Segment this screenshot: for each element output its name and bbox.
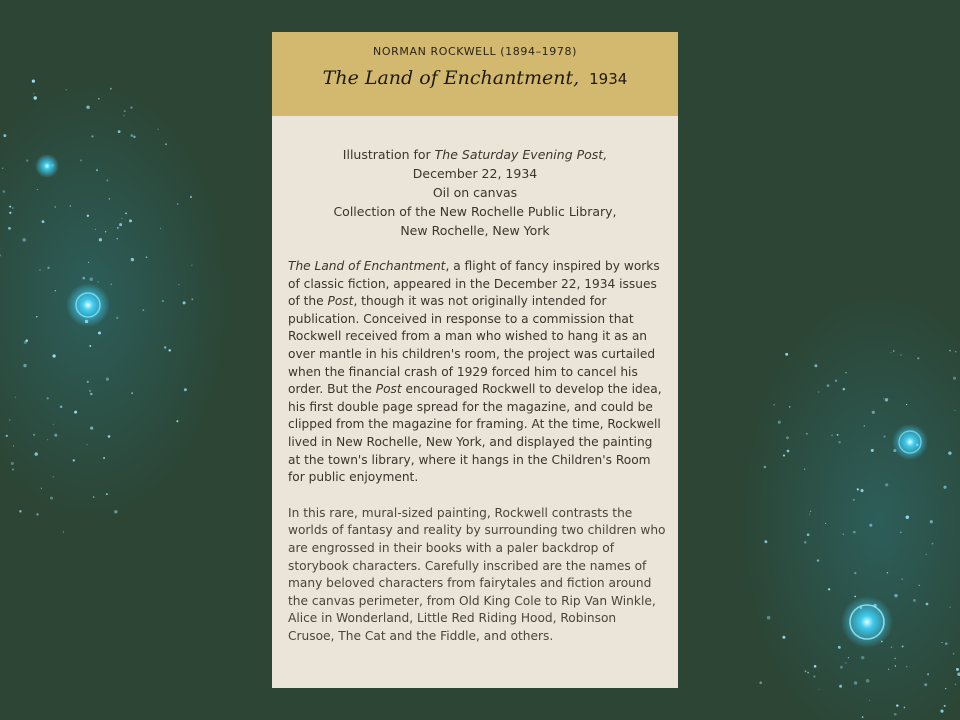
sparkle-dot [885, 483, 888, 486]
sparkle-dot [804, 468, 806, 470]
sparkle-dot [953, 377, 956, 380]
sparkle-dot [900, 532, 901, 533]
sparkle-dot [184, 388, 187, 391]
artwork-title-line [272, 67, 678, 89]
sparkle-dot [2, 168, 3, 169]
sparkle-dot [764, 466, 767, 469]
sparkle-dot [124, 110, 126, 112]
sparkle-dot [814, 665, 817, 668]
sparkle-dot [906, 516, 909, 519]
sparkle-dot [810, 511, 811, 512]
sparkle-dot [853, 531, 856, 534]
description-paragraph-2: In this rare, mural-sized painting, Rockwell contrasts the worlds of fantasy and reality by surrounding two children who are engrossed in their books with a paler backdrop of storybook characters. Carefully inscribed are the names of many beloved characters from fairytales and fiction around the canvas perimeter, from Old King Cole to Rip Van Winkle, Alice in Wonderland, Little Red Riding Hood, Robinson Crusoe, The Cat and the Fiddle, and others. [288, 505, 666, 643]
sparkle-dot [53, 476, 54, 477]
sparkle-dot [893, 350, 895, 352]
sparkle-orb-1 [66, 283, 110, 327]
details-line-5: New Rochelle, New York [400, 223, 550, 238]
sparkle-dot [944, 705, 946, 707]
details-line-2: December 22, 1934 [412, 166, 538, 181]
sparkle-dot [88, 262, 89, 263]
sparkle-dot [162, 300, 164, 302]
sparkle-dot [845, 372, 846, 373]
sparkle-dot [883, 398, 884, 399]
sparkle-dot [50, 497, 53, 500]
sparkle-dot [60, 406, 63, 409]
sparkle-dot [902, 646, 904, 648]
sparkle-dot [160, 228, 161, 229]
sparkle-dot [66, 89, 67, 90]
sparkle-dot [941, 642, 942, 643]
details-line-3: Oil on canvas [432, 185, 518, 200]
sparkle-dot [759, 681, 762, 684]
sparkle-dot [853, 499, 855, 501]
sparkle-dot [857, 488, 859, 490]
artwork-details [272, 145, 678, 240]
sparkle-dot [15, 397, 16, 398]
sparkle-dot [864, 425, 865, 426]
sparkle-dot [119, 223, 122, 226]
sparkle-dot [114, 510, 117, 513]
sparkle-dot [956, 668, 959, 671]
sparkle-orb-3 [892, 424, 928, 460]
sparkle-dot [26, 339, 29, 342]
sparkle-dot [848, 657, 849, 658]
sparkle-dot [106, 179, 108, 181]
sparkle-dot [176, 420, 178, 422]
sparkle-dot [837, 434, 839, 436]
sparkle-dot [827, 384, 830, 387]
sparkle-dot [949, 606, 950, 607]
museum-placard [272, 32, 678, 688]
sparkle-dot [19, 510, 21, 512]
artwork-year: 1934 [589, 70, 628, 88]
sparkle-dot [106, 378, 109, 381]
sparkle-dot [804, 541, 807, 544]
sparkle-dot [26, 160, 28, 162]
sparkle-dot [32, 80, 35, 83]
sparkle-dot [839, 685, 842, 688]
sparkle-dot [940, 710, 943, 713]
sparkle-dot [90, 393, 93, 396]
sparkle-dot [838, 441, 841, 444]
sparkle-dot [8, 227, 11, 230]
sparkle-dot [54, 206, 56, 208]
sparkle-dot [817, 559, 819, 561]
sparkle-dot [39, 269, 41, 271]
sparkle-dot [927, 673, 929, 675]
sparkle-dot [125, 213, 127, 215]
sparkle-dot [82, 277, 85, 280]
sparkle-dot [74, 411, 77, 414]
sparkle-dot [52, 354, 55, 357]
p1-italic-post-1: Post [327, 294, 354, 309]
sparkle-dot [869, 524, 872, 527]
sparkle-dot [47, 397, 49, 399]
sparkle-dot [9, 206, 11, 208]
sparkle-dot [890, 352, 891, 353]
sparkle-dot [12, 207, 14, 209]
sparkle-dot [872, 411, 875, 414]
sparkle-dot [131, 258, 134, 261]
sparkle-dot [106, 493, 108, 495]
sparkle-dot [807, 672, 809, 674]
sparkle-dot [773, 404, 774, 405]
sparkle-dot [945, 688, 946, 689]
sparkle-dot [954, 410, 955, 411]
sparkle-dot [190, 196, 192, 198]
sparkle-dot [955, 684, 957, 686]
sparkle-orb-4 [841, 596, 893, 648]
sparkle-dot [891, 646, 893, 648]
sparkle-dot [813, 676, 815, 678]
sparkle-dot [89, 390, 91, 392]
description-paragraph-1 [288, 258, 666, 487]
sparkle-dot [861, 656, 865, 660]
details-line-1 [272, 145, 678, 164]
sparkle-dot [131, 392, 133, 394]
sparkle-dot [118, 130, 121, 133]
sparkle-dot [97, 281, 98, 282]
sparkle-dot [953, 653, 955, 655]
sparkle-dot [55, 290, 56, 291]
sparkle-dot [87, 381, 89, 383]
sparkle-dot [845, 662, 846, 663]
sparkle-dot [47, 267, 49, 269]
sparkle-dot [831, 434, 833, 436]
p1-text-a: , a flight of fancy inspired by works of classic fiction, appeared in the December 22, 1934 issues of the [288, 259, 660, 309]
sparkle-dot [3, 190, 6, 193]
sparkle-dot [130, 134, 133, 137]
sparkle-dot [949, 350, 951, 352]
details-line-4: Collection of the New Rochelle Public Library, [333, 204, 617, 219]
sparkle-dot [87, 215, 89, 217]
sparkle-dot [888, 669, 889, 670]
sparkle-dot [9, 419, 10, 420]
sparkle-dot [943, 486, 946, 489]
sparkle-dot [105, 231, 106, 232]
artist-name: NORMAN ROCKWELL (1894–1978) [373, 45, 577, 58]
sparkle-dot [11, 462, 14, 465]
sparkle-dot [177, 203, 179, 205]
sparkle-dot [825, 523, 826, 524]
sparkle-dot [838, 646, 841, 649]
sparkle-dot [91, 135, 93, 137]
sparkle-dot [117, 227, 119, 229]
sparkle-dot [116, 317, 118, 319]
sparkle-dot [818, 689, 819, 690]
sparkle-dot [157, 128, 158, 129]
sparkle-dot [96, 169, 98, 171]
sparkle-dot [778, 421, 781, 424]
sparkle-dot [33, 93, 34, 94]
sparkle-dot [9, 212, 11, 214]
sparkle-dot [904, 707, 906, 709]
sparkle-dot [809, 514, 810, 515]
sparkle-dot [854, 681, 857, 684]
sparkle-dot [110, 88, 112, 90]
sparkle-dot [183, 301, 186, 304]
sparkle-dot [95, 229, 96, 230]
sparkle-dot [906, 404, 907, 405]
sparkle-dot [783, 455, 785, 457]
sparkle-dot [12, 468, 14, 470]
sparkle-dot [894, 594, 897, 597]
sparkle-dot [900, 354, 901, 355]
sparkle-dot [840, 666, 843, 669]
sparkle-dot [3, 134, 6, 137]
sparkle-dot [42, 220, 45, 223]
sparkle-dot [178, 284, 179, 285]
sparkle-dot [6, 435, 8, 437]
sparkle-dot [111, 284, 112, 285]
sparkle-dot [70, 205, 71, 206]
sparkle-dot [103, 457, 105, 459]
sparkle-dot [121, 218, 122, 219]
sparkle-dot [165, 143, 167, 145]
sparkle-dot [887, 572, 889, 574]
sparkle-dot [930, 520, 933, 523]
sparkle-dot [866, 679, 870, 683]
sparkle-dot [805, 670, 807, 672]
sparkle-dot [807, 533, 810, 536]
sparkle-dot [191, 265, 192, 266]
sparkle-dot [98, 331, 101, 334]
sparkle-dot [86, 105, 90, 109]
sparkle-dot [129, 219, 132, 222]
p1-text-b: , though it was not originally intended for publication. Conceived in response to a commission that Rockwell received from a man who wished to hang it as an over mantle in his children's room, the project was curtailed when the financial crash of 1929 forced him to cancel his order. But the [288, 294, 656, 397]
sparkle-dot [108, 435, 111, 438]
sparkle-dot [786, 436, 789, 439]
sparkle-dot [945, 642, 948, 645]
sparkle-dot [843, 388, 846, 391]
sparkle-dot [47, 439, 48, 440]
sparkle-dot [80, 159, 82, 161]
sparkle-dot [109, 198, 110, 199]
sparkle-dot [782, 636, 785, 639]
sparkle-dot [854, 572, 856, 574]
sparkle-dot [806, 433, 808, 435]
sparkle-dot [86, 444, 87, 445]
sparkle-dot [924, 683, 927, 686]
sparkle-dot [164, 346, 166, 348]
sparkle-dot [932, 543, 934, 545]
sparkle-dot [860, 489, 863, 492]
sparkle-dot [919, 585, 920, 586]
sparkle-dot [926, 603, 929, 606]
sparkle-dot [35, 452, 38, 455]
sparkle-dot [787, 450, 790, 453]
sparkle-dot [54, 434, 57, 437]
sparkle-dot [926, 554, 927, 555]
sparkle-dot [906, 666, 907, 667]
sparkle-dot [896, 704, 898, 706]
sparkle-dot [191, 298, 193, 300]
sparkle-dot [63, 531, 64, 532]
sparkle-dot [818, 391, 819, 392]
sparkle-dot [785, 353, 788, 356]
sparkle-dot [871, 449, 874, 452]
publication-name: The Saturday Evening Post, [434, 147, 608, 162]
sparkle-dot [146, 256, 148, 258]
sparkle-dot [955, 351, 956, 352]
sparkle-dot [862, 716, 864, 718]
sparkle-dot [885, 398, 888, 401]
artwork-title: The Land of Enchantment, [322, 67, 580, 89]
sparkle-dot [883, 435, 885, 437]
sparkle-dot [37, 189, 38, 190]
details-line-1-prefix: Illustration for [342, 147, 435, 162]
sparkle-dot [854, 596, 856, 598]
sparkle-dot [133, 136, 135, 138]
sparkle-dot [33, 96, 36, 99]
sparkle-dot [90, 426, 93, 429]
sparkle-dot [13, 445, 14, 446]
sparkle-dot [843, 533, 845, 535]
sparkle-dot [36, 316, 38, 318]
sparkle-dot [143, 309, 145, 311]
sparkle-dot [33, 434, 35, 436]
sparkle-dot [894, 713, 897, 716]
sparkle-dot [917, 357, 919, 359]
sparkle-dot [41, 488, 42, 489]
sparkle-dot [168, 349, 170, 351]
sparkle-dot [835, 380, 837, 382]
sparkle-dot [23, 364, 26, 367]
sparkle-dot [98, 98, 100, 100]
sparkle-dot [73, 459, 75, 461]
sparkle-dot [764, 540, 767, 543]
sparkle-dot [948, 452, 951, 455]
placard-header [272, 32, 678, 116]
sparkle-dot [895, 665, 896, 666]
p1-italic-title: The Land of Enchantment [288, 259, 446, 273]
sparkle-dot [90, 278, 93, 281]
sparkle-dot [53, 424, 54, 425]
sparkle-dot [117, 238, 118, 239]
sparkle-dot [902, 579, 903, 580]
sparkle-dot [36, 513, 38, 515]
p1-italic-post-2: Post [375, 382, 402, 397]
sparkle-dot [828, 588, 830, 590]
sparkle-dot [869, 700, 870, 701]
sparkle-dot [814, 364, 817, 367]
sparkle-dot [130, 106, 132, 108]
sparkle-dot [93, 496, 95, 498]
p1-text-c: encouraged Rockwell to develop the idea, his first double page spread for the magazine, and could be clipped from the magazine for framing. At the time, Rockwell lived in New Rochelle, New York, and displayed the painting at the town's library, where it hangs in the Children's Room for public enjoyment. [288, 382, 662, 485]
sparkle-dot [99, 238, 102, 241]
sparkle-dot [894, 658, 896, 660]
sparkle-orb-2 [35, 154, 59, 178]
sparkle-dot [789, 406, 791, 408]
sparkle-dot [89, 345, 91, 347]
sparkle-dot [22, 238, 25, 241]
sparkle-dot [123, 115, 124, 116]
sparkle-dot [767, 616, 771, 620]
sparkle-dot [913, 599, 916, 602]
